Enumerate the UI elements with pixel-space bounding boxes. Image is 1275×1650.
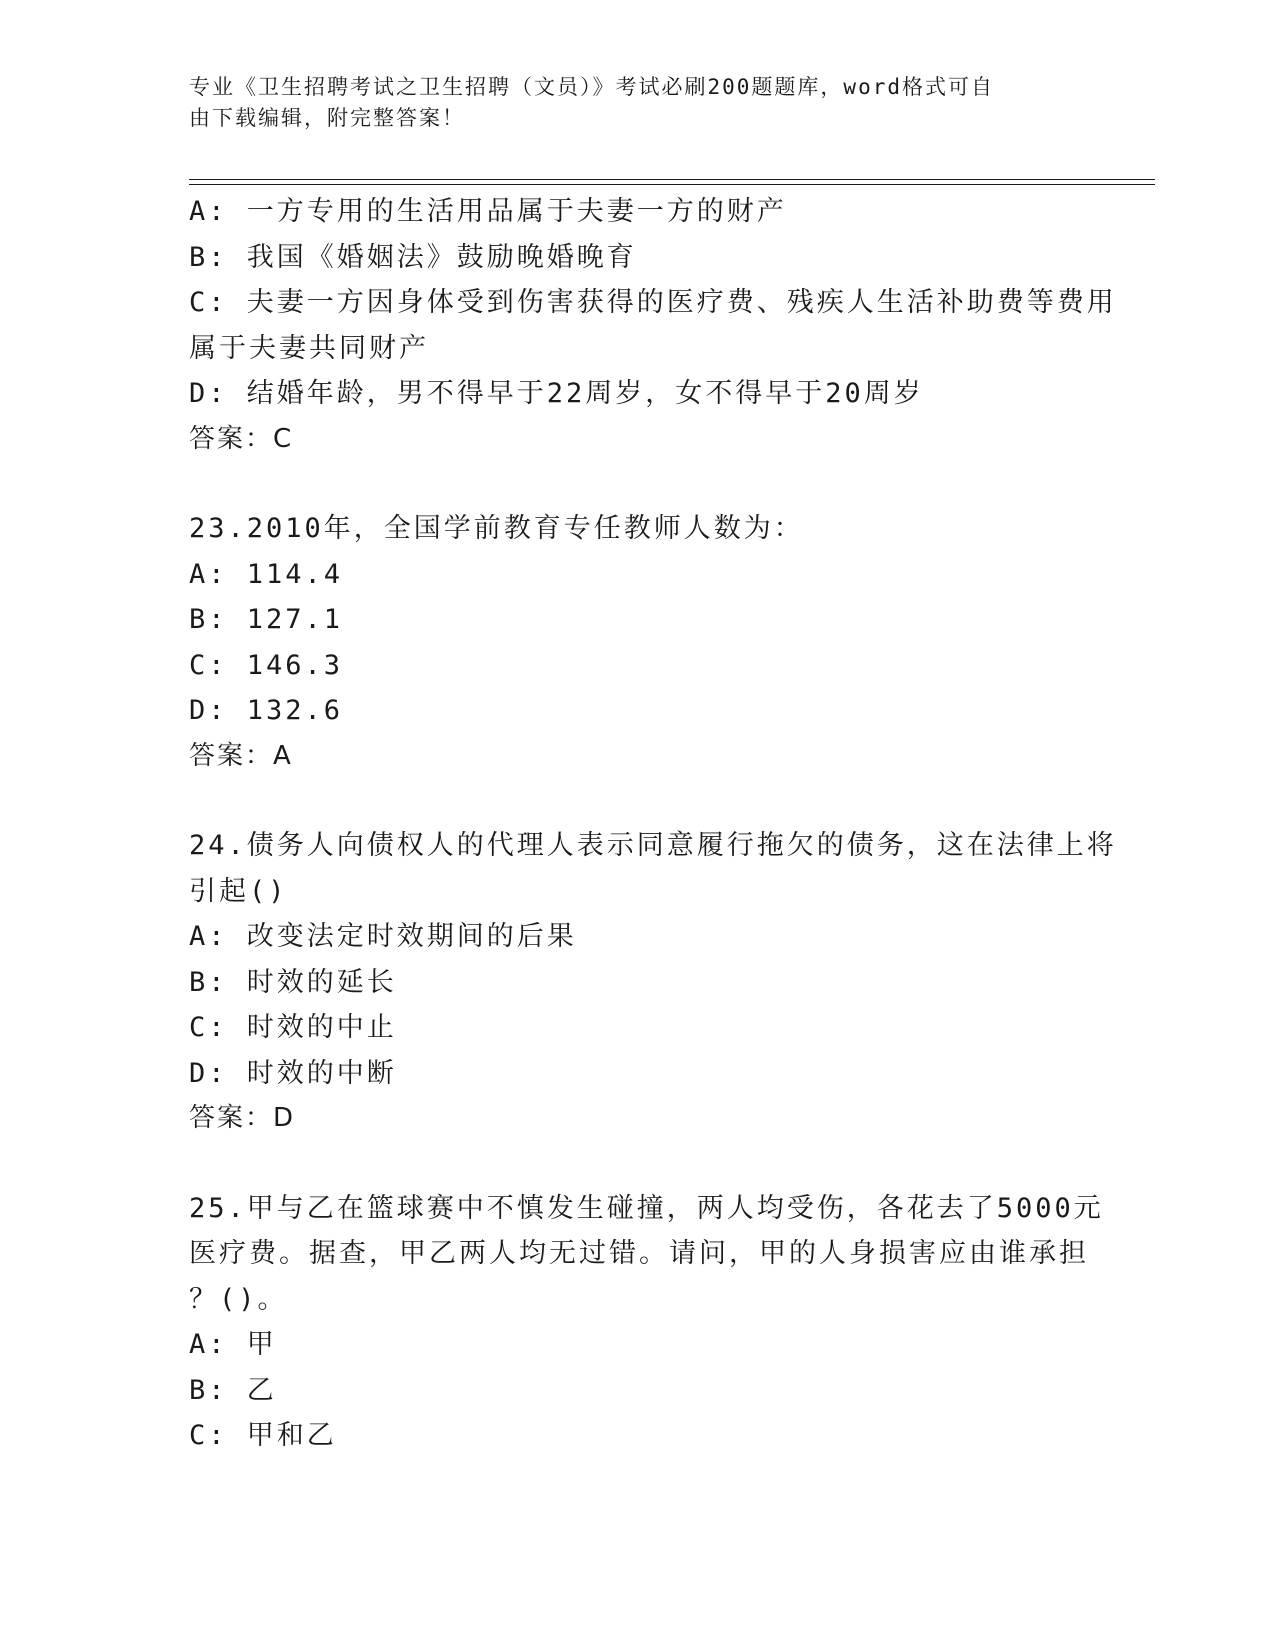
document-header: [189, 72, 1089, 134]
option-a: A: 改变法定时效期间的后果: [189, 921, 577, 952]
answer-line: 答案：D: [189, 1103, 296, 1133]
option-a: A: 一方专用的生活用品属于夫妻一方的财产: [189, 196, 787, 227]
option-b: B: 乙: [189, 1374, 277, 1406]
question-stem-line-3: ？()。: [189, 1283, 288, 1315]
option-b: B: 我国《婚姻法》鼓励晚婚晚育: [189, 241, 637, 273]
option-a: A: 114.4: [189, 558, 344, 590]
answer-line: 答案：C: [189, 423, 294, 454]
option-b: B: 时效的延长: [189, 966, 397, 998]
option-c: C: 夫妻一方因身体受到伤害获得的医疗费、残疾人生活补助费等费用: [189, 287, 1117, 318]
question-stem-line-1: 25.甲与乙在篮球赛中不慎发生碰撞，两人均受伤，各花去了5000元: [189, 1192, 1104, 1224]
header-divider-top: [189, 179, 1155, 180]
header-line-2: 由下载编辑，附完整答案！: [189, 106, 465, 130]
option-b: B: 127.1: [189, 604, 344, 635]
header-divider-bottom: [189, 184, 1155, 185]
question-content: [189, 189, 1117, 1459]
question-24: [189, 823, 1117, 1142]
option-c: C: 146.3: [189, 649, 344, 681]
question-25: [189, 1186, 1104, 1459]
question-stem-line-1: 24.债务人向债权人的代理人表示同意履行拖欠的债务，这在法律上将: [189, 830, 1117, 861]
question-stem-line-2: 引起(): [189, 875, 288, 907]
option-d: D: 132.6: [189, 695, 344, 726]
option-d: D: 结婚年龄，男不得早于22周岁，女不得早于20周岁: [189, 378, 924, 409]
answer-line: 答案：A: [189, 740, 293, 771]
option-a: A: 甲: [189, 1329, 277, 1360]
option-c: C: 时效的中止: [189, 1012, 397, 1043]
option-c: C: 甲和乙: [189, 1420, 337, 1451]
question-23: [189, 506, 1089, 779]
question-stem: 23.2010年，全国学前教育专任教师人数为：: [189, 513, 804, 544]
header-line-1: 专业《卫生招聘考试之卫生招聘（文员）》考试必刷200题题库，word格式可自: [189, 75, 994, 99]
option-d: D: 时效的中断: [189, 1057, 397, 1089]
question-22: [189, 189, 1117, 462]
option-c-continued: 属于夫妻共同财产: [189, 332, 429, 364]
question-stem-line-2: 医疗费。据查，甲乙两人均无过错。请问，甲的人身损害应由谁承担: [189, 1238, 1089, 1269]
